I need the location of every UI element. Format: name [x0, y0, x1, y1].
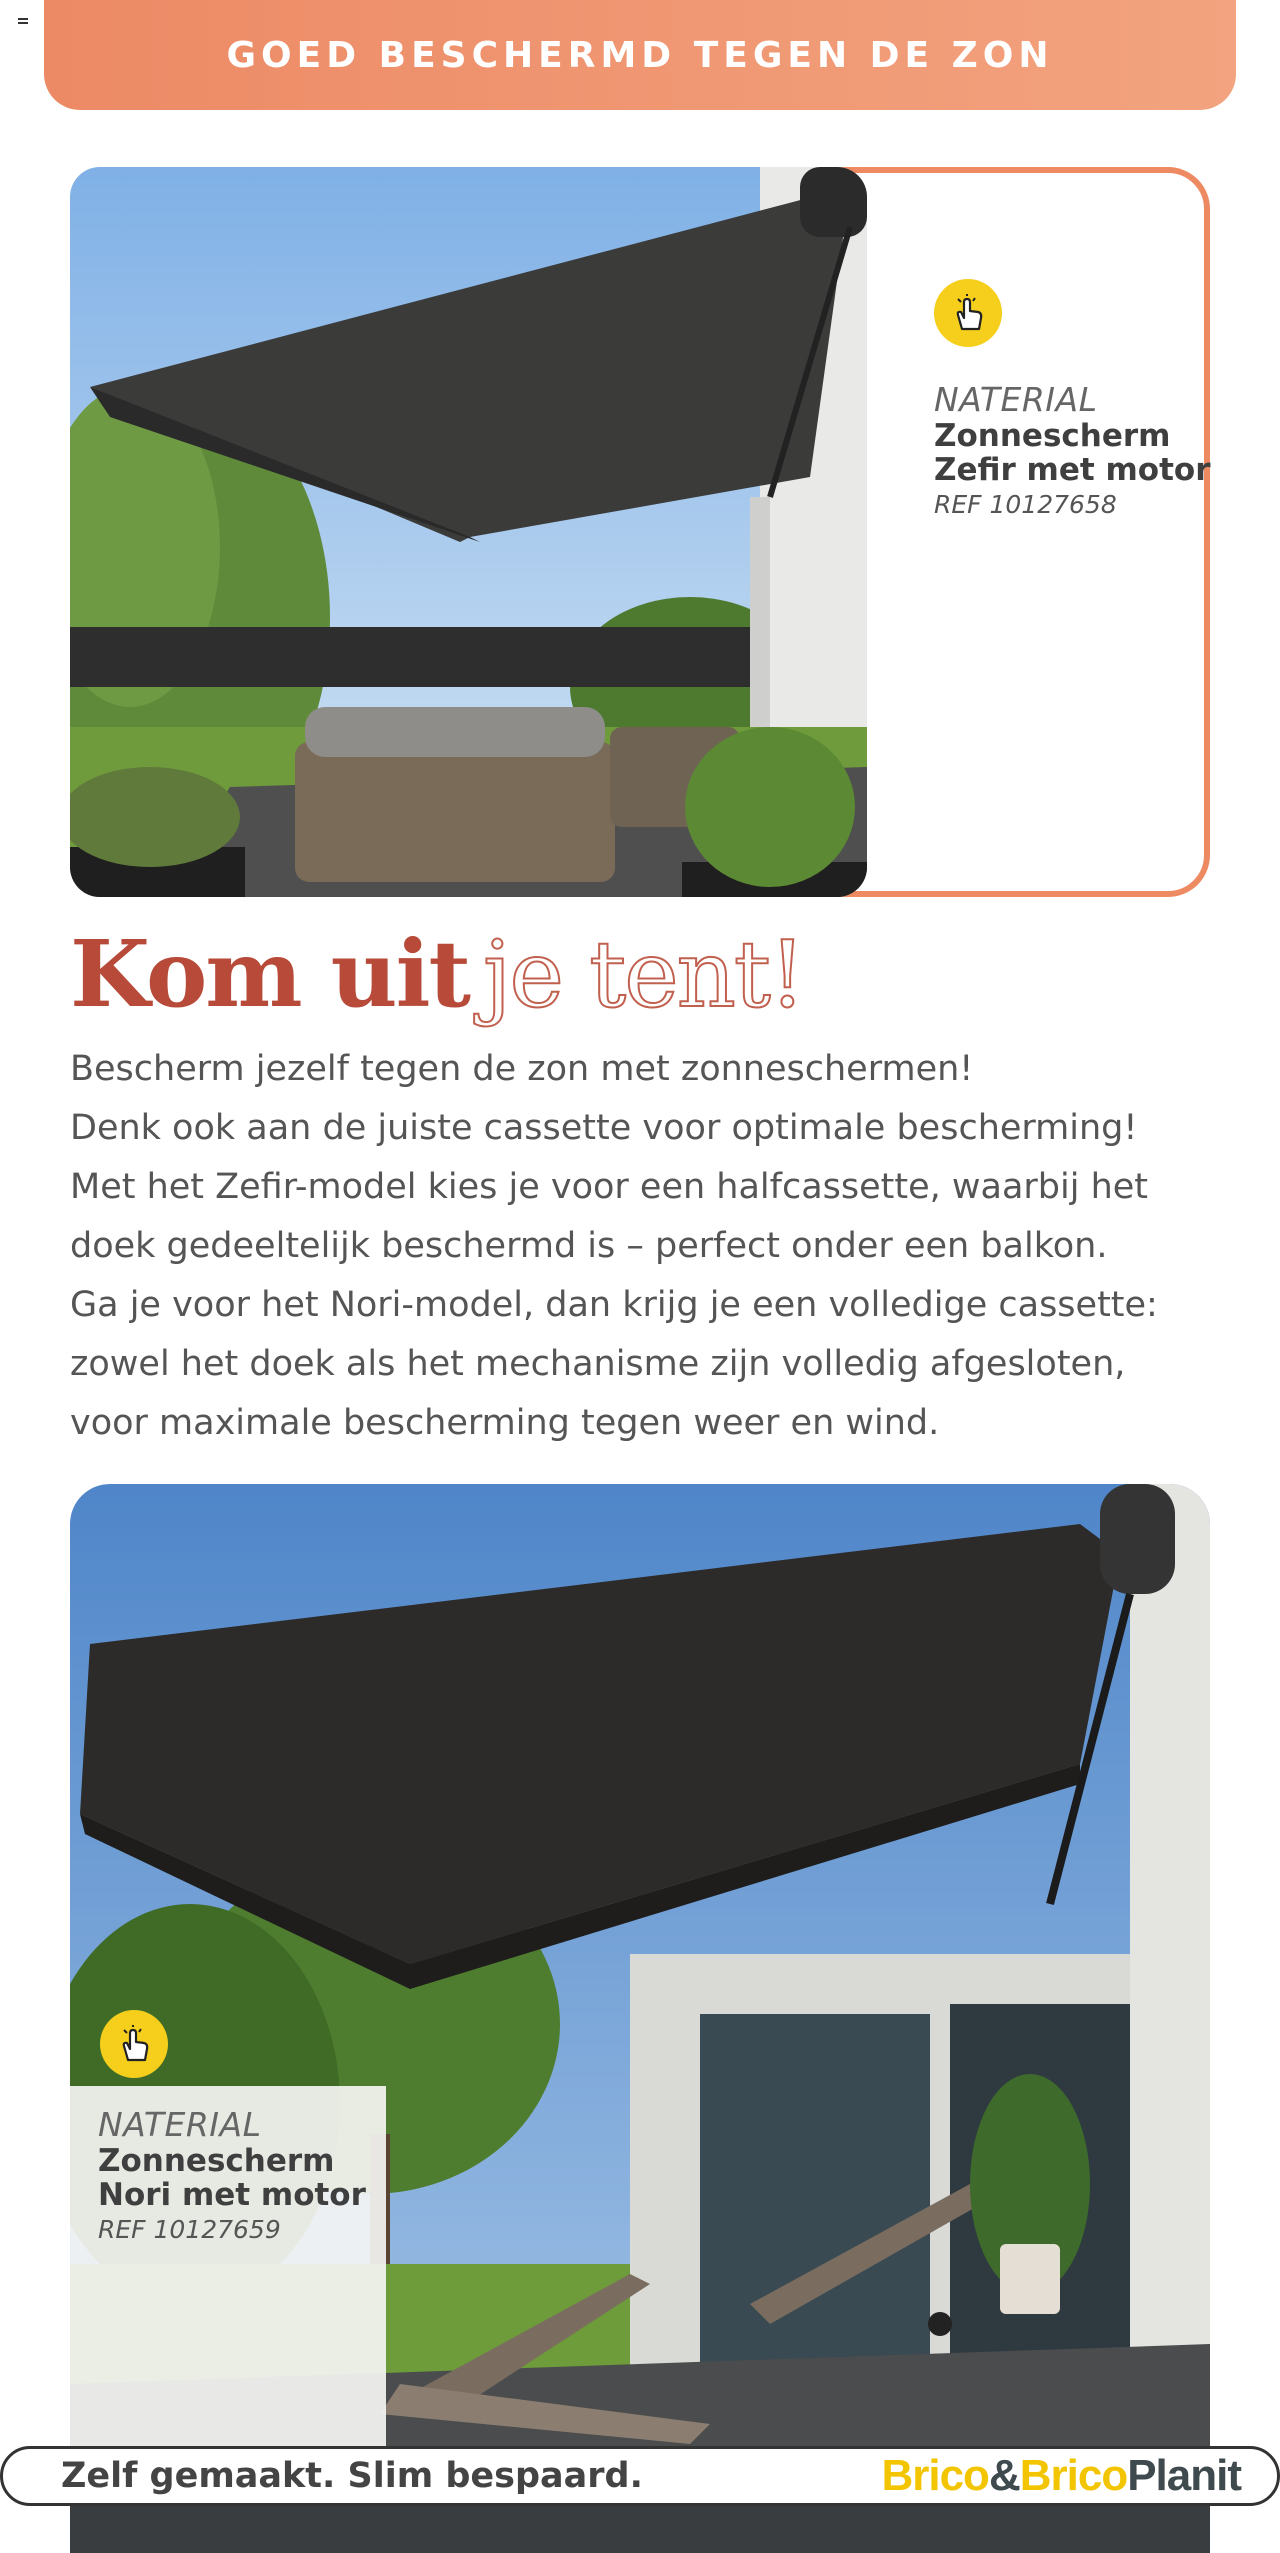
body-line: zowel het doek als het mechanisme zijn volledig afgesloten,	[70, 1344, 1126, 1384]
footer-bar	[0, 2446, 1280, 2506]
body-line: Met het Zefir-model kies je voor een halfcassette, waarbij het	[70, 1167, 1149, 1207]
brand-logo[interactable]: Brico&BricoPlanit	[881, 2451, 1241, 2500]
product-ref: REF 10127658	[934, 490, 1117, 519]
body-line: Bescherm jezelf tegen de zon met zonneschermen!	[70, 1049, 974, 1089]
body-line: doek gedeeltelijk beschermd is – perfect onder een balkon.	[70, 1226, 1108, 1266]
product-info-nori[interactable]	[98, 2105, 388, 2244]
footer-strip	[70, 2506, 1210, 2553]
top-banner	[44, 0, 1236, 110]
product-name-line2: Zefir met motor	[934, 452, 1211, 488]
banner-title: GOED BESCHERMD TEGEN DE ZON	[226, 34, 1054, 76]
hand-pointer-icon	[100, 2010, 168, 2078]
body-line: Ga je voor het Nori-model, dan krijg je een volledige cassette:	[70, 1285, 1158, 1325]
product-brand: NATERIAL	[934, 380, 1098, 419]
headline-bold: Kom uit	[70, 920, 470, 1028]
product-name-line1: Zonnescherm	[98, 2143, 335, 2179]
body-line: voor maximale bescherming tegen weer en wind.	[70, 1403, 940, 1443]
body-text	[70, 1040, 1220, 1453]
product-name-line1: Zonnescherm	[934, 418, 1171, 454]
menu-icon[interactable]	[18, 18, 28, 26]
product-photo-zefir[interactable]	[70, 167, 867, 897]
footer-slogan: Zelf gemaakt. Slim bespaard.	[61, 2456, 643, 2496]
headline	[70, 920, 804, 1028]
product-brand: NATERIAL	[98, 2105, 262, 2144]
product-info-zefir[interactable]	[934, 380, 1214, 519]
body-line: Denk ook aan de juiste cassette voor optimale bescherming!	[70, 1108, 1138, 1148]
product-ref: REF 10127659	[98, 2215, 281, 2244]
product-name-line2: Nori met motor	[98, 2177, 366, 2213]
headline-outline: je tent!	[483, 921, 804, 1028]
hand-pointer-icon	[934, 279, 1002, 347]
